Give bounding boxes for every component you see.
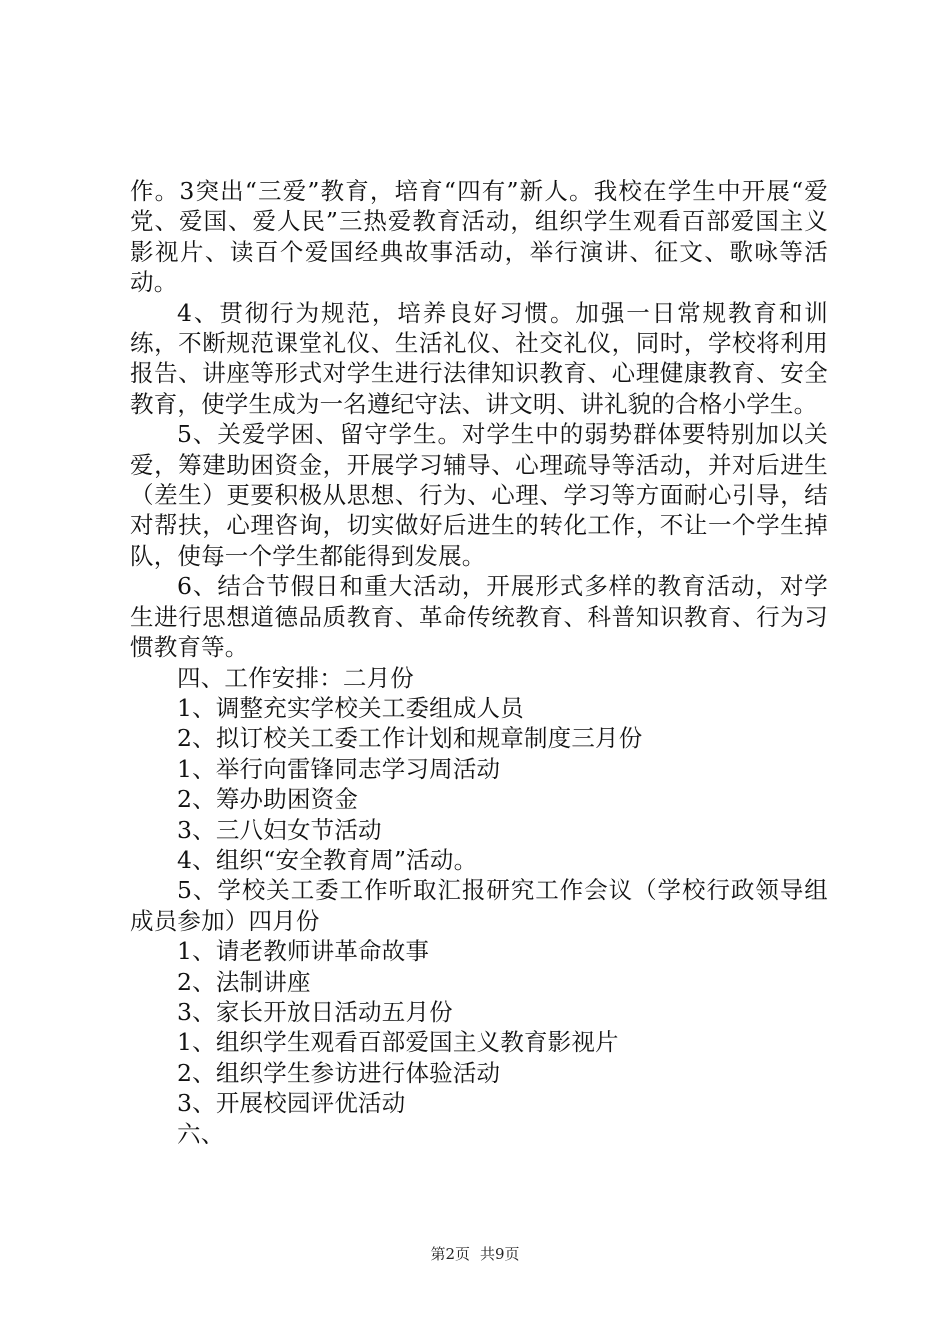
paragraph-item-6: 6、结合节假日和重大活动，开展形式多样的教育活动，对学生进行思想道德品质教育、革命传统教育、科普知识教育、行为习惯教育等。: [130, 572, 828, 662]
paragraph-item-5: 5、关爱学困、留守学生。对学生中的弱势群体要特别加以关爱，筹建助困资金，开展学习辅导、心理疏导等活动，并对后进生（差生）更要积极从思想、行为、心理、学习等方面耐心引导，结对帮扶，心理咨询，切实做好后进生的转化工作，不让一个学生掉队，使每一个学生都能得到发展。: [130, 420, 828, 570]
list-item: 2、筹办助困资金: [177, 785, 359, 814]
list-item: 2、拟订校关工委工作计划和规章制度三月份: [177, 724, 643, 753]
list-item: 3、三八妇女节活动: [177, 815, 382, 844]
page-footer: [0, 1244, 950, 1264]
list-item: 5、学校关工委工作听取汇报研究工作会议（学校行政领导组成员参加）四月份: [130, 876, 828, 935]
page-total: 共9页: [480, 1245, 520, 1263]
section-heading-work-plan: 四、工作安排：二月份: [177, 663, 414, 692]
paragraph-continuation: 作。3突出“三爱”教育，培育“四有”新人。我校在学生中开展“爱党、爱国、爱人民”三热爱教育活动，组织学生观看百部爱国主义影视片、读百个爱国经典故事活动，举行演讲、征文、歌咏等活动。: [130, 177, 828, 297]
list-item: 3、开展校园评优活动: [177, 1089, 406, 1118]
list-item: 1、调整充实学校关工委组成人员: [177, 693, 524, 722]
page-number: 第2页: [430, 1245, 470, 1263]
list-item: 2、法制讲座: [177, 967, 311, 996]
document-body: [130, 176, 828, 1149]
list-item: 3、家长开放日活动五月份: [177, 997, 453, 1026]
list-item: 1、举行向雷锋同志学习周活动: [177, 754, 501, 783]
section-heading-six: 六、: [177, 1119, 225, 1148]
paragraph-item-4: 4、贯彻行为规范，培养良好习惯。加强一日常规教育和训练，不断规范课堂礼仪、生活礼仪、社交礼仪，同时，学校将利用报告、讲座等形式对学生进行法律知识教育、心理健康教育、安全教育，使学生成为一名遵纪守法、讲文明、讲礼貌的合格小学生。: [130, 298, 828, 418]
list-item: 4、组织“安全教育周”活动。: [177, 845, 478, 874]
list-item: 1、组织学生观看百部爱国主义教育影视片: [177, 1028, 619, 1057]
list-item: 1、请老教师讲革命故事: [177, 937, 430, 966]
list-item: 2、组织学生参访进行体验活动: [177, 1058, 501, 1087]
